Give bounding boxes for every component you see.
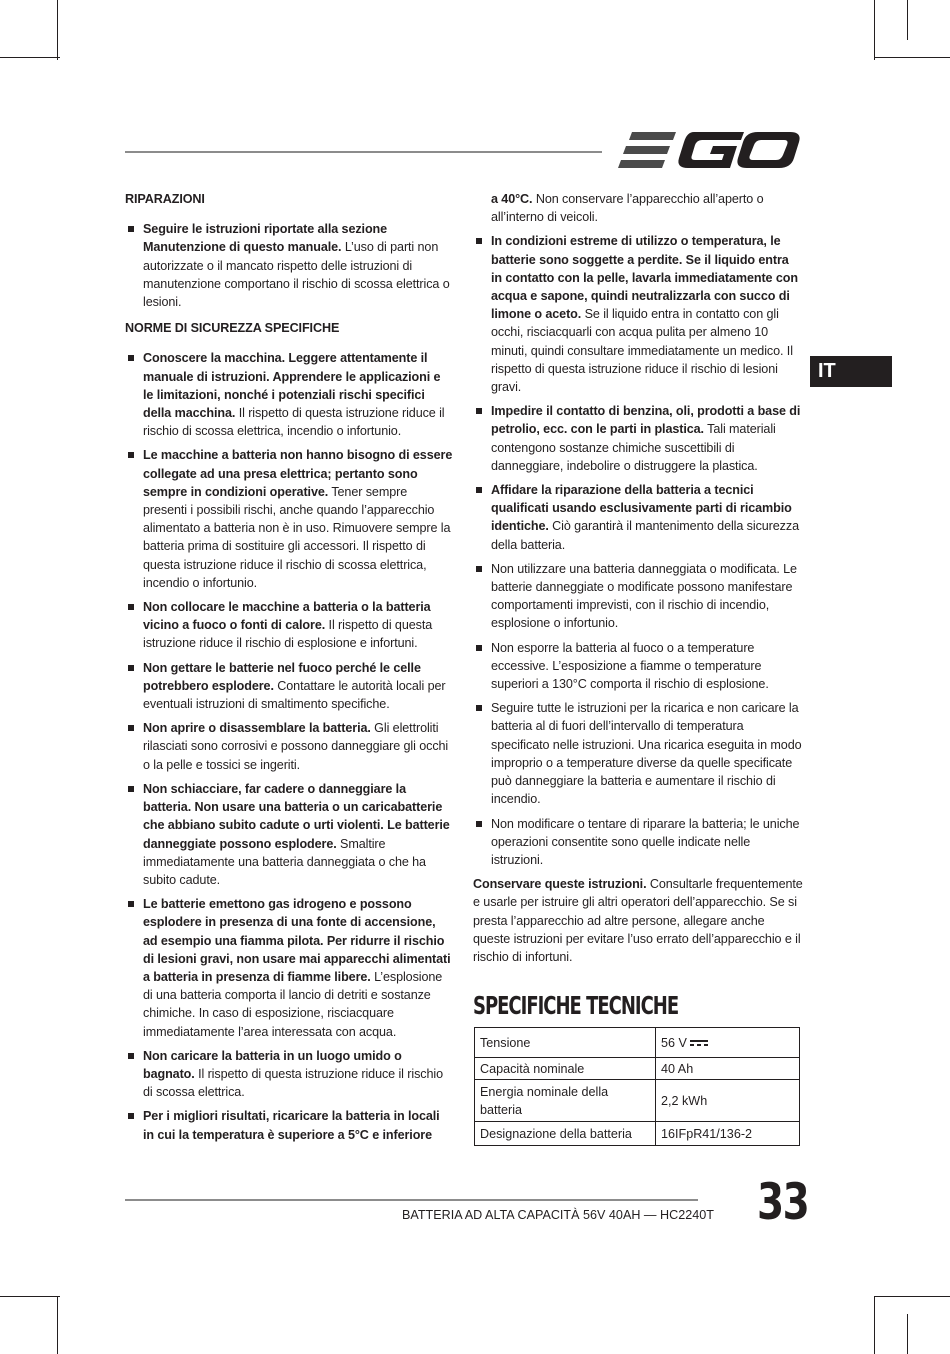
footer-rule [125,1199,698,1201]
keep-instructions-paragraph: Conservare queste istruzioni. Consultarle frequentemente e usarle per istruire gli altri operatori dell’apparecchio. Se si presta l’apparecchio ad altre persone, allegare anche queste istruzioni per evitare l’uso errato dell’apparecchio e il rischio di infortuni. [473,877,803,964]
dc-current-icon [690,1039,708,1047]
list-item: Non aprire o disassemblare la batteria. Gli elettroliti rilasciati sono corrosivi e possono danneggiare gli occhi o la pelle e tossici se ingeriti. [125,719,453,774]
list-item: Per i migliori risultati, ricaricare la batteria in locali in cui la temperatura è superiore a 5°C e inferiore [125,1107,453,1143]
list-item: Affidare la riparazione della batteria a tecnici qualificati usando esclusivamente parti di ricambio identiche. Ciò garantirà il mantenimento della sicurezza della batteria. [473,481,803,554]
list-item: Non schiacciare, far cadere o danneggiare la batteria. Non usare una batteria o un caricabatterie che abbiano subito cadute o urti violenti. Le batterie danneggiate possono esplodere. Smaltire immediatamente una batteria danneggiata o che ha subito cadute. [125,780,453,889]
footer-product-title: BATTERIA AD ALTA CAPACITÀ 56V 40AH — HC2240T [402,1208,714,1222]
list-item-continuation: a 40°C. Non conservare l’apparecchio all’aperto o all’interno di veicoli. [491,192,764,225]
safety-list-continued [473,190,803,869]
ego-logo [618,128,800,172]
right-column [473,190,803,966]
spec-label: Tensione [475,1028,656,1058]
spec-label: Energia nominale della batteria [475,1080,656,1122]
specs-title: SPECIFICHE TECNICHE [473,991,679,1020]
crop-mark [907,0,908,40]
table-row [475,1122,800,1146]
list-item: Non esporre la batteria al fuoco o a temperature eccessive. L’esposizione a fiamme o temperature superiori a 130°C comporta il rischio di esplosione. [473,639,803,694]
list-item: Le macchine a batteria non hanno bisogno di essere collegate ad una presa elettrica; pertanto sono sempre in condizioni operative. Tener sempre presenti i possibili rischi, anche quando l’apparecchio alimentato a batteria non è in uso. Rimuovere sempre la batteria prima di sostituire gli accessori. Il rispetto di questa istruzione riduce il rischio di scossa elettrica, incendio o infortunio. [125,446,453,592]
list-item: Non caricare la batteria in un luogo umido o bagnato. Il rispetto di questa istruzione riduce il rischio di scossa elettrica. [125,1047,453,1102]
table-row [475,1058,800,1080]
crop-mark [0,1296,60,1297]
crop-mark [57,0,58,60]
crop-mark [0,57,60,58]
list-item: Non utilizzare una batteria danneggiata o modificata. Le batterie danneggiate o modificate possono manifestare comportamenti imprevisti, con il rischio di incendio, esplosione o infortunio. [473,560,803,633]
list-item: Non collocare le macchine a batteria o la batteria vicino a fuoco o fonti di calore. Il rispetto di questa istruzione riduce il rischio di esplosione e infortuni. [125,598,453,653]
list-item: Seguire le istruzioni riportate alla sezione Manutenzione di questo manuale. L’uso di parti non autorizzate o il mancato rispetto delle istruzioni di manutenzione comportano il rischio di scossa elettrica o lesioni. [125,220,453,311]
left-column [125,190,453,1150]
crop-mark [874,0,875,60]
spec-value: 16IFpR41/136-2 [656,1122,800,1146]
safety-list [125,349,453,1143]
list-item: Seguire tutte le istruzioni per la ricarica e non caricare la batteria al di fuori dell’intervallo di temperatura specificato nelle istruzioni. Una ricarica eseguita in modo improprio o a temperature diverse da quelle specificate può danneggiare la batteria e aumentare il rischio di incendio. [473,699,803,808]
list-item: Impedire il contatto di benzina, oli, prodotti a base di petrolio, ecc. con le parti in plastica. Tali materiali contengono sostanze chimiche suscettibili di danneggiare, indebolire o distruggere la plastica. [473,402,803,475]
spec-value: 56 V [656,1028,800,1058]
spec-label: Designazione della batteria [475,1122,656,1146]
section-heading-repairs: RIPARAZIONI [125,192,205,206]
list-item: Non modificare o tentare di riparare la batteria; le uniche operazioni consentite sono quelle indicate nelle istruzioni. [473,815,803,870]
crop-mark [874,57,950,58]
spec-value: 40 Ah [656,1058,800,1080]
list-item: In condizioni estreme di utilizzo o temperatura, le batterie sono soggette a perdite. Se il liquido entra in contatto con la pelle, lavarla immediatamente con acqua e sapone, quindi neutralizzarla con succo di limone o aceto. Se il liquido entra in contatto con gli occhi, risciacquarli con acqua pulita per almeno 10 minuti, quindi consultare immediatamente un medico. Il rispetto di questa istruzione riduce il rischio di lesioni gravi. [473,232,803,396]
crop-mark [874,1296,875,1354]
table-row [475,1028,800,1058]
section-heading-safety: NORME DI SICUREZZA SPECIFICHE [125,321,340,336]
specs-table [474,1027,800,1146]
list-item: Le batterie emettono gas idrogeno e possono esplodere in presenza di una fonte di accensione, ad esempio una fiamma pilota. Per ridurre il rischio di lesioni gravi, non usare mai apparecchi alimentati a batteria in presenza di fiamme libere. L’esplosione di una batteria comporta il lancio di detriti e sostanze chimiche. In caso di esposizione, risciacquare immediatamente l’area interessata con acqua. [125,895,453,1041]
list-item: Conoscere la macchina. Leggere attentamente il manuale di istruzioni. Apprendere le applicazioni e le limitazioni, nonché i potenziali rischi specifici della macchina. Il rispetto di questa istruzione riduce il rischio di scossa elettrica, incendio o infortunio. [125,349,453,440]
crop-mark [57,1296,58,1354]
repairs-list [125,220,453,311]
list-item: Non gettare le batterie nel fuoco perché le celle potrebbero esplodere. Contattare le autorità locali per eventuali istruzioni di smaltimento specifiche. [125,659,453,714]
table-row [475,1080,800,1122]
language-tab: IT [810,356,892,387]
header-rule [125,151,602,153]
spec-value: 2,2 kWh [656,1080,800,1122]
crop-mark [874,1296,950,1297]
crop-mark [907,1314,908,1354]
page-number: 33 [757,1173,809,1231]
spec-label: Capacità nominale [475,1058,656,1080]
